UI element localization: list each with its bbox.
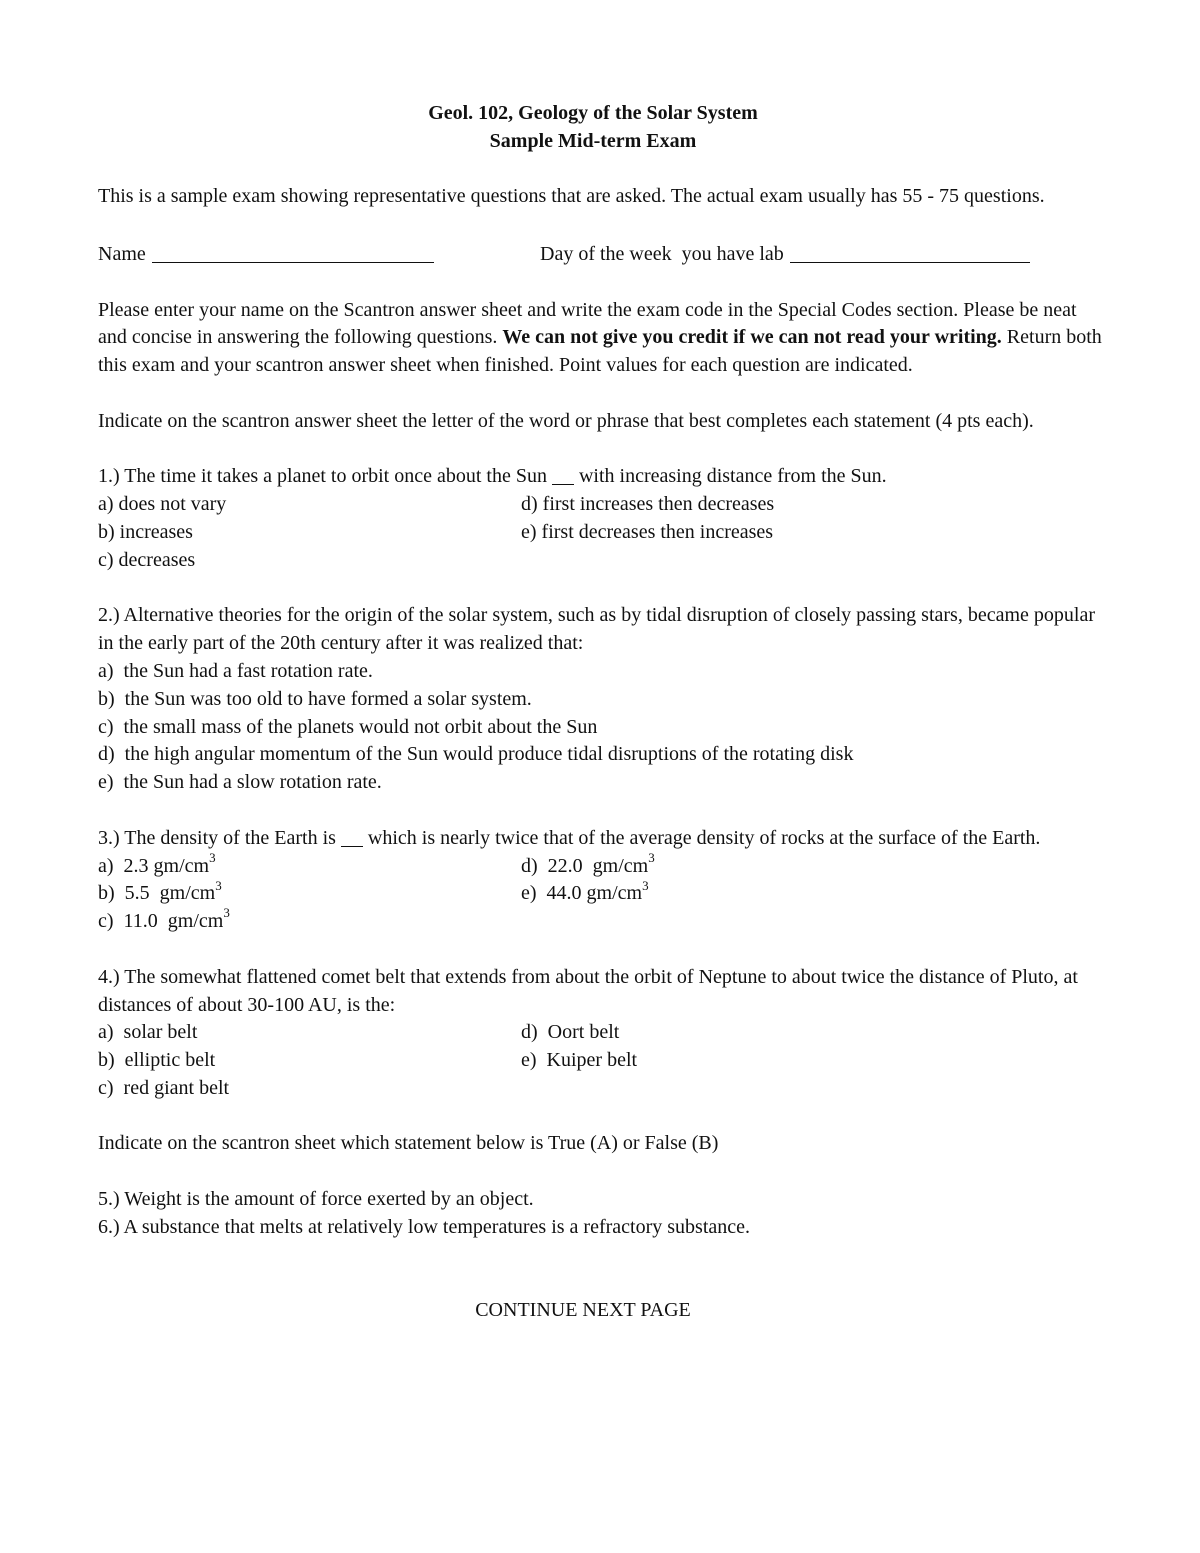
question-5: 5.) Weight is the amount of force exerted by an object. [98,1188,534,1211]
q3-option-e-exp: 3 [642,877,649,893]
q2-option-c: c) the small mass of the planets would not orbit about the Sun [98,715,598,738]
lab-day-field [540,239,1030,269]
question-1-options [98,491,1108,574]
q2-option-a: a) the Sun had a fast rotation rate. [98,659,373,682]
q4-option-a: a) solar belt [98,1021,198,1044]
q3-option-d-text: d) 22.0 gm/cm [521,854,649,877]
q1-option-a: a) does not vary [98,493,227,516]
question-2-stem: 2.) Alternative theories for the origin of the solar system, such as by tidal disruption of closely passing stars, became popular in the early part of the 20th century after it was realized that: [98,604,1095,655]
name-label: Name [98,242,146,265]
question-3-stem-start: 3.) The density of the Earth is [98,826,336,849]
question-1-blank [552,466,574,485]
instructions-part2: Return both this exam and your scantron answer sheet when finished. Point values for each question are indicated. [98,326,1102,377]
course-title: Geol. 102, Geology of the Solar System [428,102,758,124]
lab-day-label: Day of the week you have lab [540,242,784,265]
name-field [98,239,540,269]
q3-option-b-text: b) 5.5 gm/cm [98,882,216,905]
question-3-stem-end: which is nearly twice that of the average density of rocks at the surface of the Earth. [367,826,1041,849]
q1-option-d: d) first increases then decreases [521,493,775,516]
q3-option-d [521,849,1108,881]
continue-footer: CONTINUE NEXT PAGE [475,1299,691,1322]
name-blank[interactable] [152,242,434,263]
q1-option-c: c) decreases [98,548,196,571]
question-1-stem-end: with increasing distance from the Sun. [578,465,887,488]
q3-option-d-exp: 3 [648,849,655,865]
q4-option-e: e) Kuiper belt [521,1049,638,1072]
exam-header [78,100,1108,156]
q3-option-e-text: e) 44.0 gm/cm [521,882,643,905]
q4-option-b: b) elliptic belt [98,1049,216,1072]
q3-option-b [98,877,521,908]
question-6: 6.) A substance that melts at relatively low temperatures is a refractory substance. [98,1215,751,1238]
question-3-options [98,849,1108,936]
q3-option-a-text: a) 2.3 gm/cm [98,854,210,877]
question-1-stem [98,463,1108,491]
mc-section-heading: Indicate on the scantron answer sheet the letter of the word or phrase that best completes each statement (4 pts each). [98,409,1034,432]
q2-option-e: e) the Sun had a slow rotation rate. [98,771,382,794]
q3-option-c-text: c) 11.0 gm/cm [98,910,224,933]
q3-option-e [521,877,1108,908]
question-3-blank [341,828,363,847]
q4-option-d: d) Oort belt [521,1021,620,1044]
q1-option-b: b) increases [98,520,193,543]
q3-option-a [98,849,521,881]
tf-section-heading: Indicate on the scantron sheet which statement below is True (A) or False (B) [98,1132,719,1155]
question-4-options [98,1019,1108,1102]
student-fields [98,239,1108,269]
instructions-part1: Please enter your name on the Scantron answer sheet and write the exam code in the Special Codes section. Please be neat and concise in answering the following questions. [98,298,1077,349]
q3-option-c-exp: 3 [223,905,230,921]
exam-title: Sample Mid-term Exam [489,129,697,152]
instructions [98,297,1108,380]
q1-option-e: e) first decreases then increases [521,520,774,543]
question-1-stem-start: 1.) The time it takes a planet to orbit once about the Sun [98,465,547,488]
question-3-stem [98,825,1108,853]
q4-option-c: c) red giant belt [98,1076,230,1099]
q3-option-b-exp: 3 [215,877,222,893]
q2-option-d: d) the high angular momentum of the Sun would produce tidal disruptions of the rotating disk [98,743,854,766]
q3-option-c [98,905,521,936]
intro-text: This is a sample exam showing representative questions that are asked. The actual exam usually has 55 - 75 questions. [98,185,1045,208]
exam-content [98,100,1108,1325]
question-4 [98,964,1108,1103]
question-2 [98,602,1108,797]
lab-day-blank[interactable] [790,242,1030,263]
instructions-bold: We can not give you credit if we can not read your writing. [502,326,1002,349]
q2-option-b: b) the Sun was too old to have formed a solar system. [98,687,532,710]
question-3 [98,825,1108,936]
question-1 [98,463,1108,574]
q3-option-a-exp: 3 [209,849,216,865]
question-4-stem: 4.) The somewhat flattened comet belt that extends from about the orbit of Neptune to about twice the distance of Pluto, at distances of about 30-100 AU, is the: [98,965,1078,1016]
